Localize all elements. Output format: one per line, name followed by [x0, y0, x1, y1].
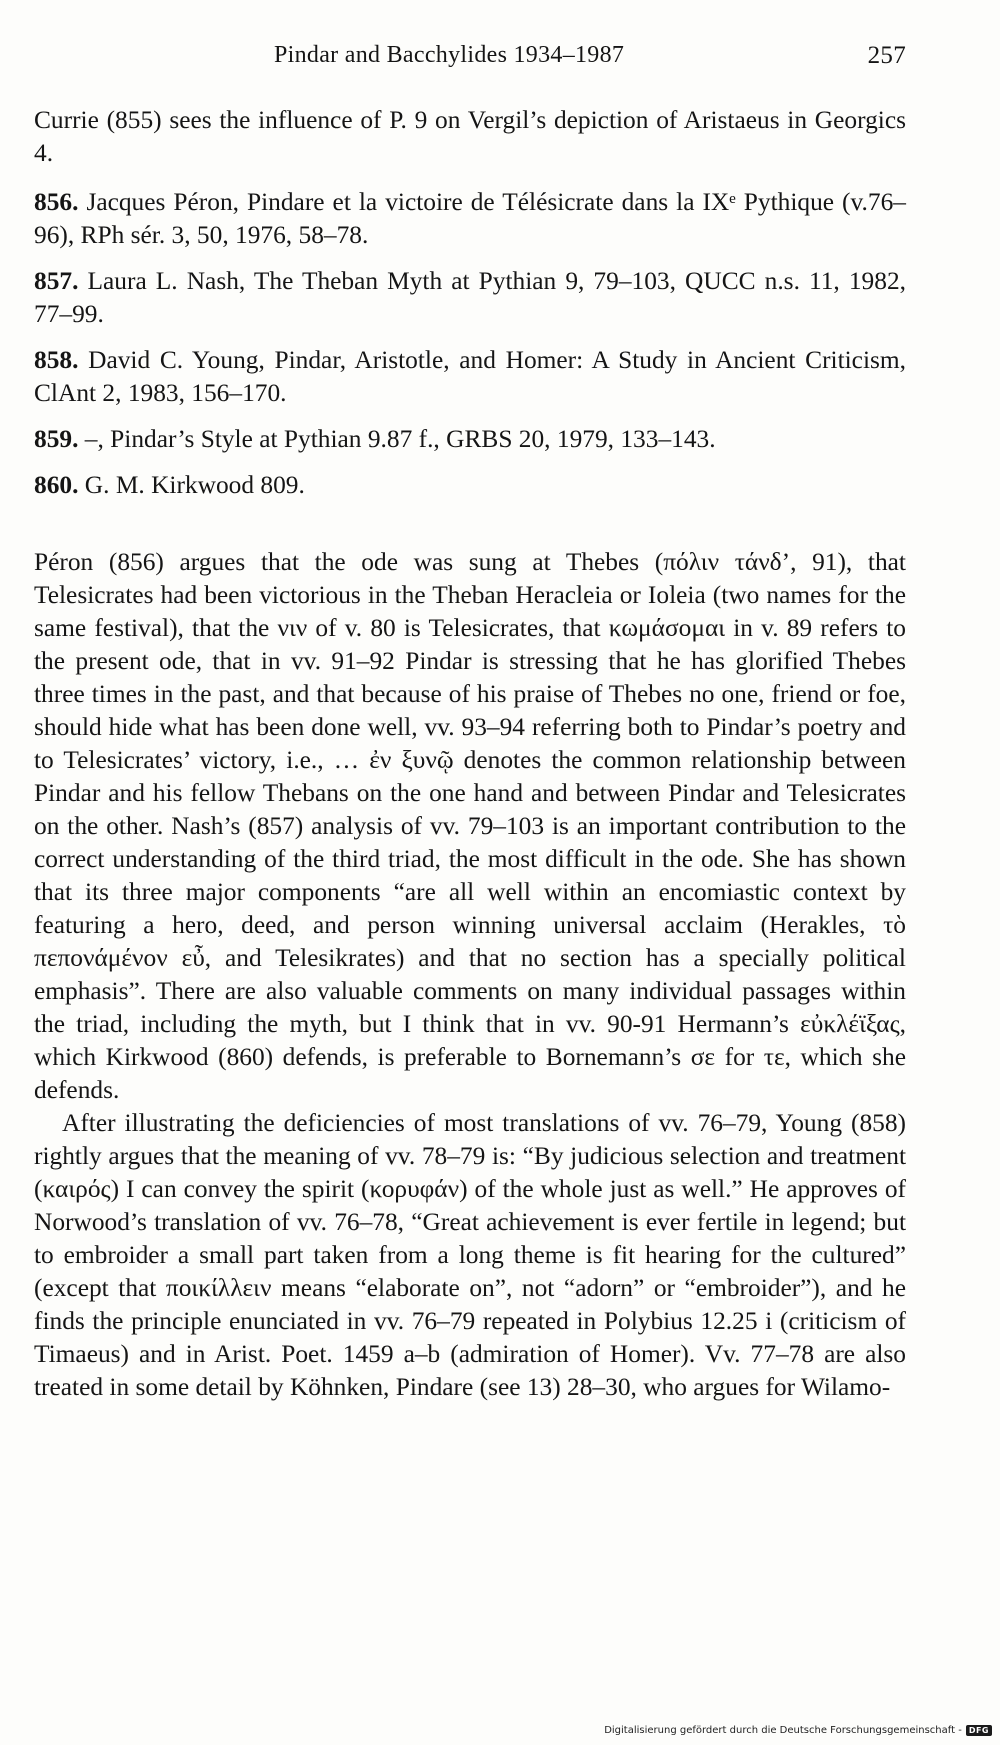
bibliography-entry-860: [34, 469, 906, 502]
bibliography-entry-858: [34, 344, 906, 410]
entry-text: Laura L. Nash, The Theban Myth at Pythian 9, 79–103, QUCC n.s. 11, 1982, 77–99.: [34, 267, 906, 328]
entry-number: 857.: [34, 267, 79, 295]
entry-text: David C. Young, Pindar, Aristotle, and Homer: A Study in Ancient Criticism, ClAnt 2, 1983, 156–170.: [34, 346, 906, 407]
page-number: 257: [867, 42, 906, 69]
bibliography-entry-857: [34, 265, 906, 331]
digitization-credit: [604, 1725, 992, 1736]
running-title: Pindar and Bacchylides 1934–1987: [274, 42, 625, 68]
body-text: [34, 104, 906, 1404]
credit-text: Digitalisierung gefördert durch die Deutsche Forschungsgemeinschaft -: [604, 1725, 962, 1736]
entry-number: 856.: [34, 188, 79, 216]
page-header: [34, 42, 906, 78]
discussion-paragraph-1: Péron (856) argues that the ode was sung at Thebes (πόλιν τάνδ’, 91), that Telesicrates had been victorious in the Theban Heracleia or Ioleia (two names for the same festival), that the νιν of v. 80 is Telesicrates, that κωμάσομαι in v. 89 refers to the present ode, that in vv. 91–92 Pindar is stressing that he has glorified Thebes three times in the past, and that because of his praise of Thebes no one, friend or foe, should hide what has been done well, vv. 93–94 referring both to Pindar’s poetry and to Telesicrates’ victory, i.e., … ἐν ξυνῷ denotes the common relationship between Pindar and his fellow Thebans on the one hand and between Pindar and Telesicrates on the other. Nash’s (857) analysis of vv. 79–103 is an important contribution to the correct understanding of the third triad, the most difficult in the ode. She has shown that its three major components “are all well within an encomiastic context by featuring a hero, deed, and person winning universal acclaim (Herakles, τὸ πεπονάμένον εὖ, and Telesikrates) and that no section has a specially political emphasis”. There are also valuable comments on many individual passages within the triad, including the myth, but I think that in vv. 90-91 Hermann’s εὐκλέϊξας, which Kirkwood (860) defends, is preferable to Bornemann’s σε for τε, which she defends.: [34, 548, 906, 1104]
entry-number: 859.: [34, 425, 79, 453]
bibliography-entry-856: [34, 186, 906, 252]
discussion-paragraph-2: After illustrating the deficiencies of most translations of vv. 76–79, Young (858) rightly argues that the meaning of vv. 78–79 is: “By judicious selection and treatment (καιρός) I can convey the spirit (κορυφάν) of the whole just as well.” He approves of Norwood’s translation of vv. 76–78, “Great achievement is ever fertile in legend; but to embroider a small part taken from a long theme is fit hearing for the cultured” (except that ποικίλλειν means “elaborate on”, not “adorn” or “embroider”), and he finds the principle enunciated in vv. 76–79 repeated in Polybius 12.25 i (criticism of Timaeus) and in Arist. Poet. 1459 a–b (admiration of Homer). Vv. 77–78 are also treated in some detail by Köhnken, Pindare (see 13) 28–30, who argues for Wilamo-: [34, 1109, 906, 1401]
intro-paragraph: Currie (855) sees the influence of P. 9 on Vergil’s depiction of Aristaeus in Georgics 4.: [34, 106, 906, 167]
bibliography-entry-859: [34, 423, 906, 456]
dfg-logo: DFG: [966, 1725, 992, 1736]
entry-text: G. M. Kirkwood 809.: [78, 471, 305, 499]
entry-text: Jacques Péron, Pindare et la victoire de Télésicrate dans la IXᵉ Pythique (v.76–96), RPh sér. 3, 50, 1976, 58–78.: [34, 188, 906, 249]
entry-number: 858.: [34, 346, 79, 374]
entry-number: 860.: [34, 471, 79, 499]
section-spacer: [34, 515, 906, 546]
entry-text: –, Pindar’s Style at Pythian 9.87 f., GRBS 20, 1979, 133–143.: [78, 425, 716, 453]
